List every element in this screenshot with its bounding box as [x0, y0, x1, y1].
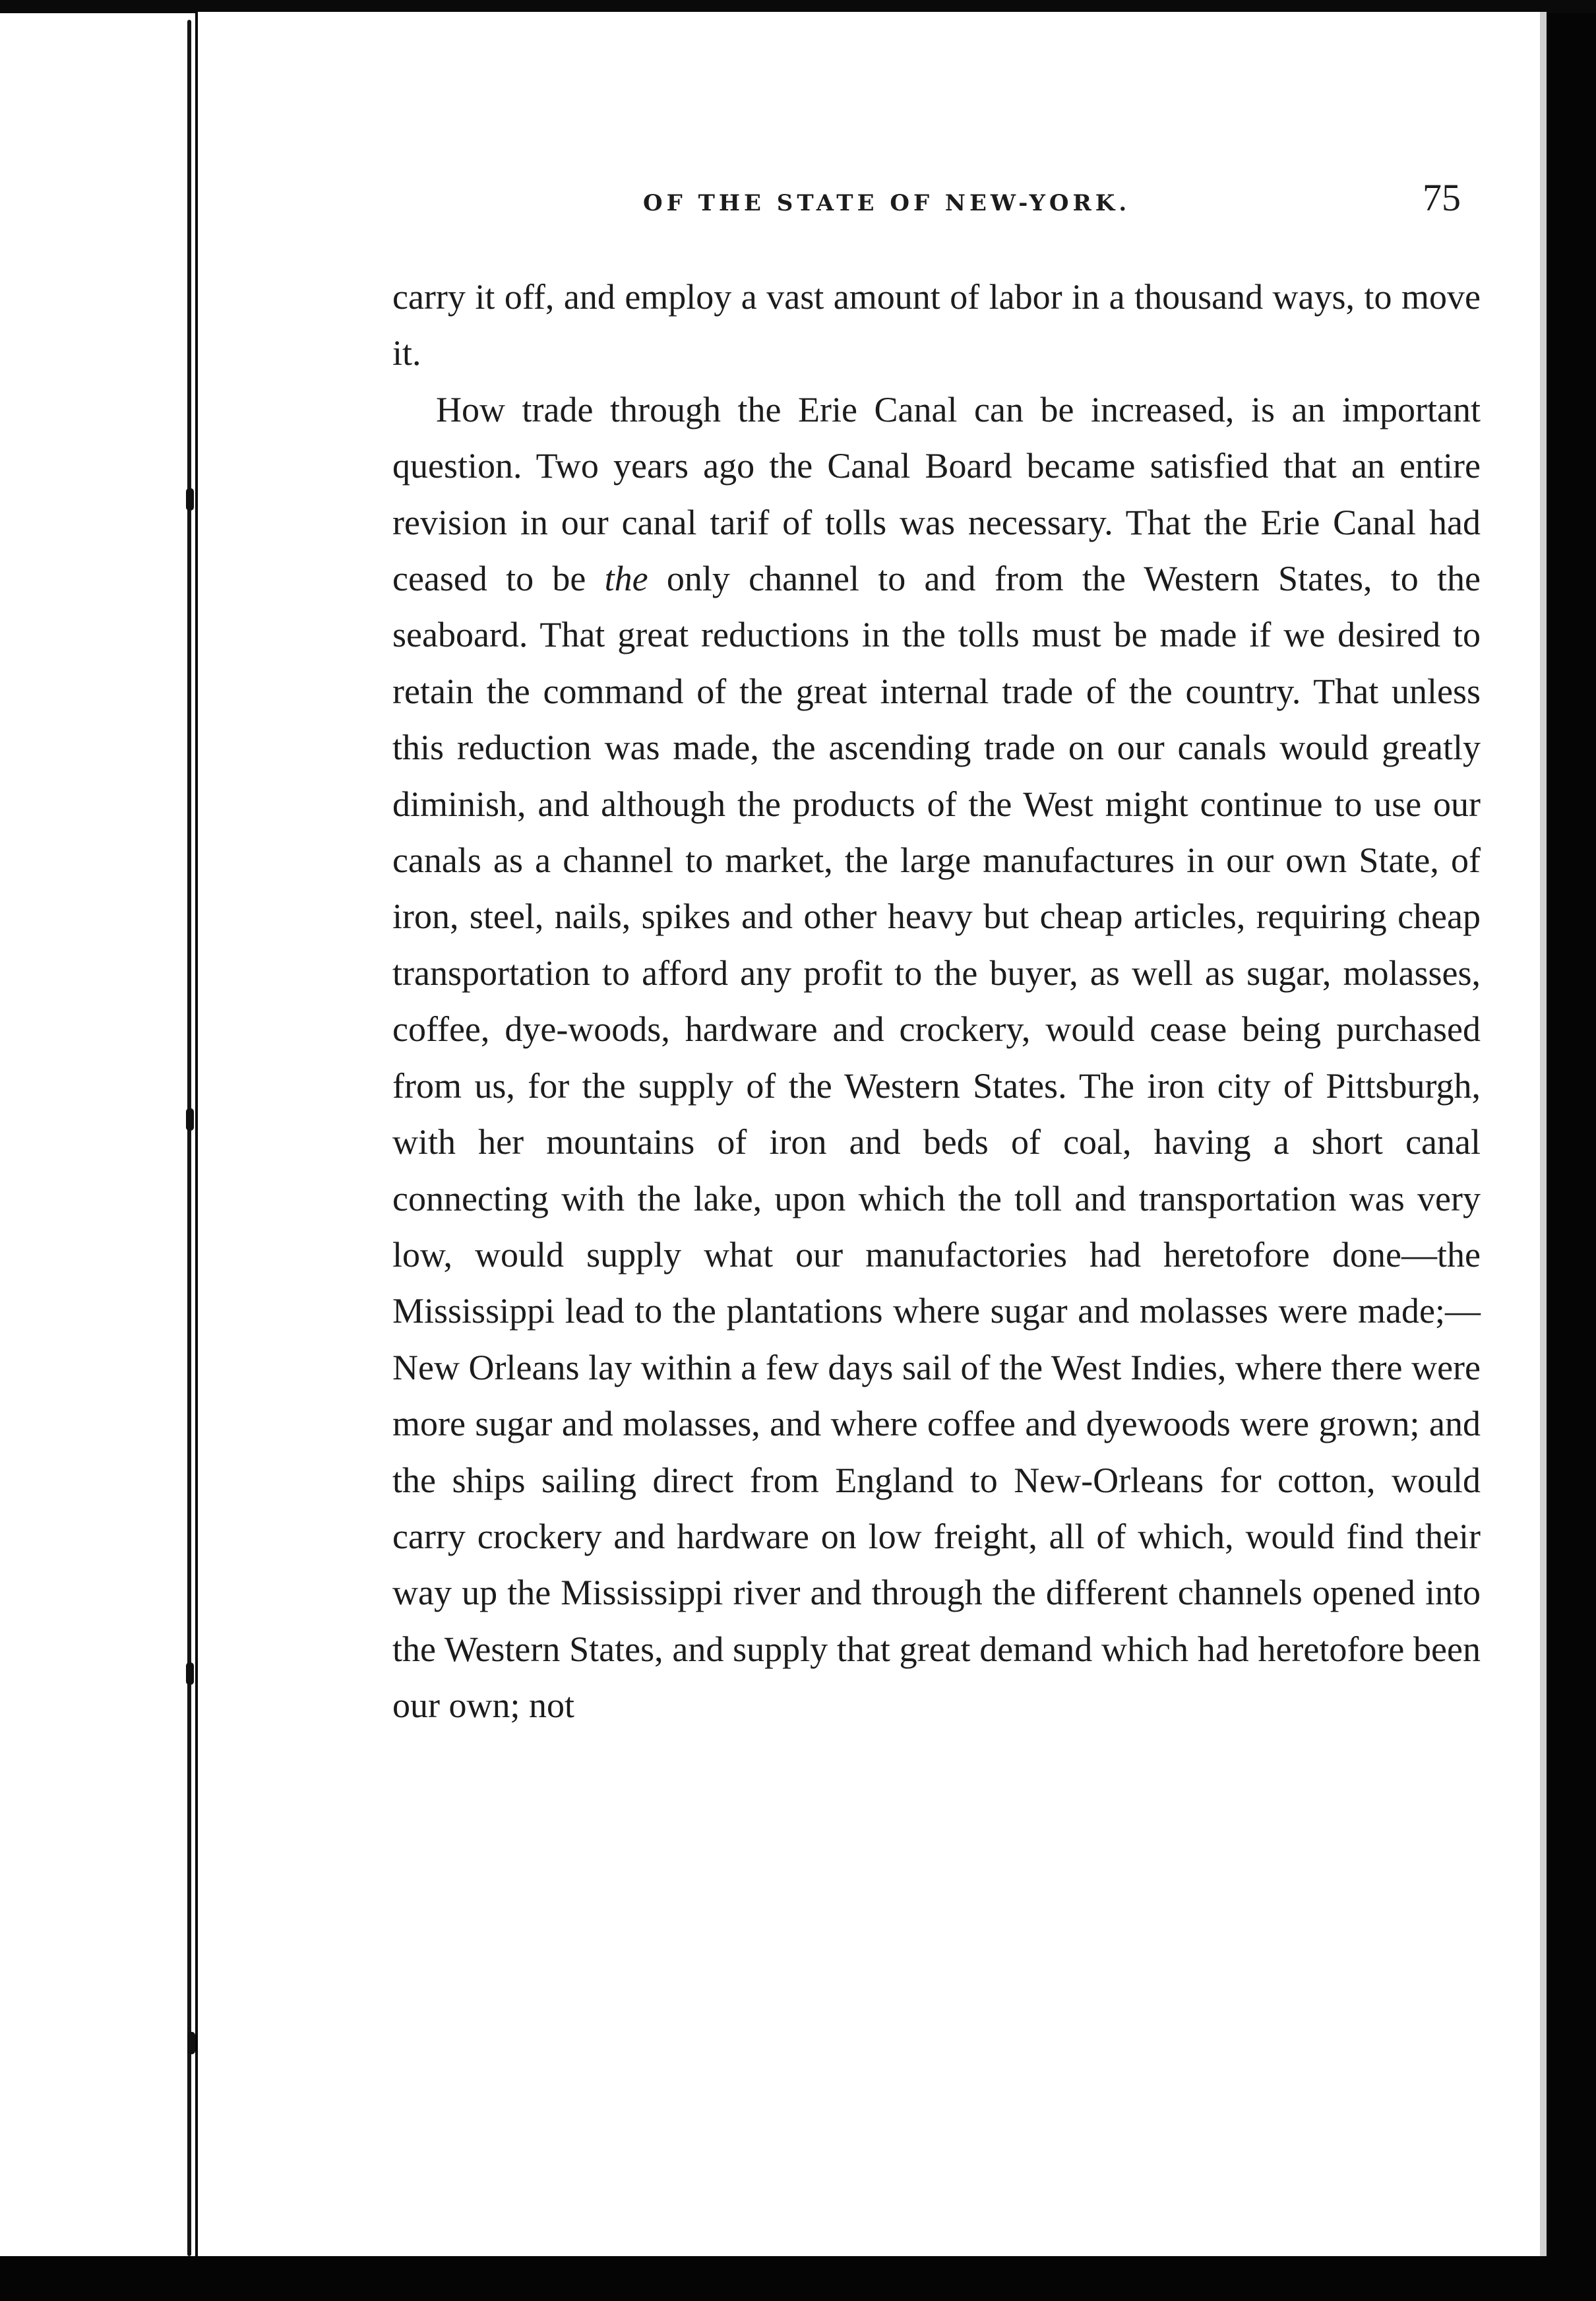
scan-top-border	[0, 0, 1596, 13]
gutter-binding-mark	[186, 1662, 194, 1685]
page-content	[392, 170, 1481, 1734]
running-title: OF THE STATE OF NEW-YORK.	[643, 190, 1131, 216]
italic-word: the	[604, 559, 648, 599]
facing-page-edge	[0, 13, 195, 2256]
paragraph-continuation: carry it off, and employ a vast amount of labor in a thousand ways, to move it.	[392, 277, 1481, 373]
gutter-binding-mark	[186, 1108, 194, 1131]
body-text	[392, 269, 1481, 1734]
book-gutter	[187, 20, 191, 2256]
gutter-binding-mark	[186, 488, 194, 511]
paragraph-erie-canal	[392, 382, 1481, 1734]
paragraph-text: How trade through the Erie Canal can be increased, is an important question. Two years ago the Canal Board became satisfied that an entire revision in our canal tarif of tolls was necessary. That the Erie Canal had ceased to be	[392, 389, 1481, 599]
book-page	[198, 12, 1547, 2256]
gutter-binding-mark	[187, 2032, 195, 2054]
scan-bottom-border	[0, 2256, 1596, 2301]
paragraph-text: only channel to and from the Western States, to the seaboard. That great reductions in the tolls must be made if we desired to retain the command of the great internal trade of the country. That unless this reduction was made, the ascending trade on our canals would greatly diminish, and although the products of the West might continue to use our canals as a channel to market, the large manufactures in our own State, of iron, steel, nails, spikes and other heavy but cheap articles, requiring cheap transportation to afford any profit to the buyer, as well as sugar, molasses, coffee, dye-woods, hardware and crockery, would cease being purchased from us, for the supply of the Western States. The iron city of Pittsburgh, with her mountains of iron and beds of coal, having a short canal connecting with the lake, upon which the toll and transportation was very low, would supply what our manufactories had heretofore done—the Mississippi lead to the plantations where sugar and molasses were made;—New Orleans lay within a few days sail of the West Indies, where there were more sugar and molasses, and where coffee and dyewoods were grown; and the ships sailing direct from England to New-Orleans for cotton, would carry crockery and hardware on low freight, all of which, would find their way up the Mississippi river and through the different channels opened into the Western States, and supply that great demand which had heretofore been our own; not	[392, 559, 1481, 1726]
page-number: 75	[1423, 176, 1461, 219]
running-head	[392, 170, 1481, 223]
